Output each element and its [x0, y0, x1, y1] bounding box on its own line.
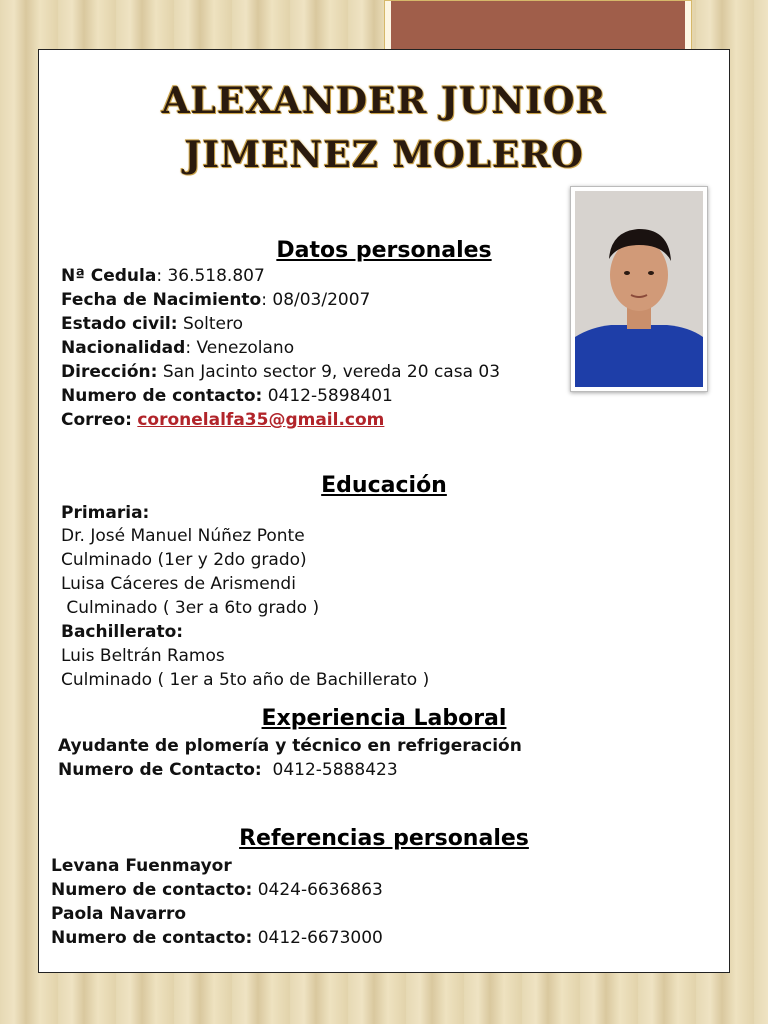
field-civil-status	[61, 314, 243, 334]
field-separator: :	[261, 290, 273, 310]
reference-name: Paola Navarro	[51, 904, 187, 924]
field-label: Correo:	[61, 410, 132, 430]
name-line-2: JIMENEZ MOLERO	[184, 134, 584, 176]
section-heading-experience: Experiencia Laboral	[261, 706, 507, 731]
field-label: Numero de Contacto:	[58, 760, 262, 780]
field-separator: :	[156, 266, 168, 286]
field-value: 36.518.807	[167, 266, 265, 286]
field-value: 0412-6673000	[257, 928, 383, 948]
email-link[interactable]: coronelalfa35@gmail.com	[137, 410, 385, 430]
field-label: Estado civil:	[61, 314, 178, 334]
reference-contact	[51, 880, 383, 900]
section-heading-personal: Datos personales	[276, 238, 492, 263]
field-value: 0424-6636863	[257, 880, 383, 900]
education-item: Culminado ( 3er a 6to grado )	[61, 598, 320, 618]
field-separator: :	[185, 338, 197, 358]
section-heading-references: Referencias personales	[239, 826, 529, 851]
field-phone	[61, 386, 393, 406]
education-item: Culminado (1er y 2do grado)	[61, 550, 307, 570]
reference-contact	[51, 928, 383, 948]
name-line-1: ALEXANDER JUNIOR	[161, 80, 607, 122]
field-value: 0412-5898401	[267, 386, 393, 406]
field-value: 08/03/2007	[272, 290, 371, 310]
education-item: Culminado ( 1er a 5to año de Bachillerato )	[61, 670, 430, 690]
education-item: Dr. José Manuel Núñez Ponte	[61, 526, 305, 546]
field-value: 0412-5888423	[272, 760, 398, 780]
education-item: Luis Beltrán Ramos	[61, 646, 225, 666]
field-cedula	[61, 266, 265, 286]
person-photo-icon	[571, 187, 707, 391]
experience-contact	[58, 760, 398, 780]
field-label: Numero de contacto:	[51, 880, 253, 900]
field-value: Venezolano	[196, 338, 295, 358]
field-label: Nª Cedula	[61, 266, 157, 286]
primary-label: Primaria:	[61, 503, 150, 523]
field-address	[61, 362, 500, 382]
secondary-label: Bachillerato:	[61, 622, 184, 642]
field-value: Soltero	[182, 314, 244, 334]
field-label: Numero de contacto:	[61, 386, 263, 406]
field-label: Numero de contacto:	[51, 928, 253, 948]
field-value: San Jacinto sector 9, vereda 20 casa 03	[162, 362, 501, 382]
field-label: Fecha de Nacimiento	[61, 290, 262, 310]
education-item: Luisa Cáceres de Arismendi	[61, 574, 296, 594]
profile-photo	[570, 186, 708, 392]
field-nationality	[61, 338, 294, 358]
section-heading-education: Educación	[321, 473, 447, 498]
experience-role: Ayudante de plomería y técnico en refrigeración	[58, 736, 522, 756]
field-birthdate	[61, 290, 370, 310]
reference-name: Levana Fuenmayor	[51, 856, 232, 876]
field-label: Dirección:	[61, 362, 158, 382]
field-label: Nacionalidad	[61, 338, 186, 358]
field-email	[61, 410, 384, 430]
